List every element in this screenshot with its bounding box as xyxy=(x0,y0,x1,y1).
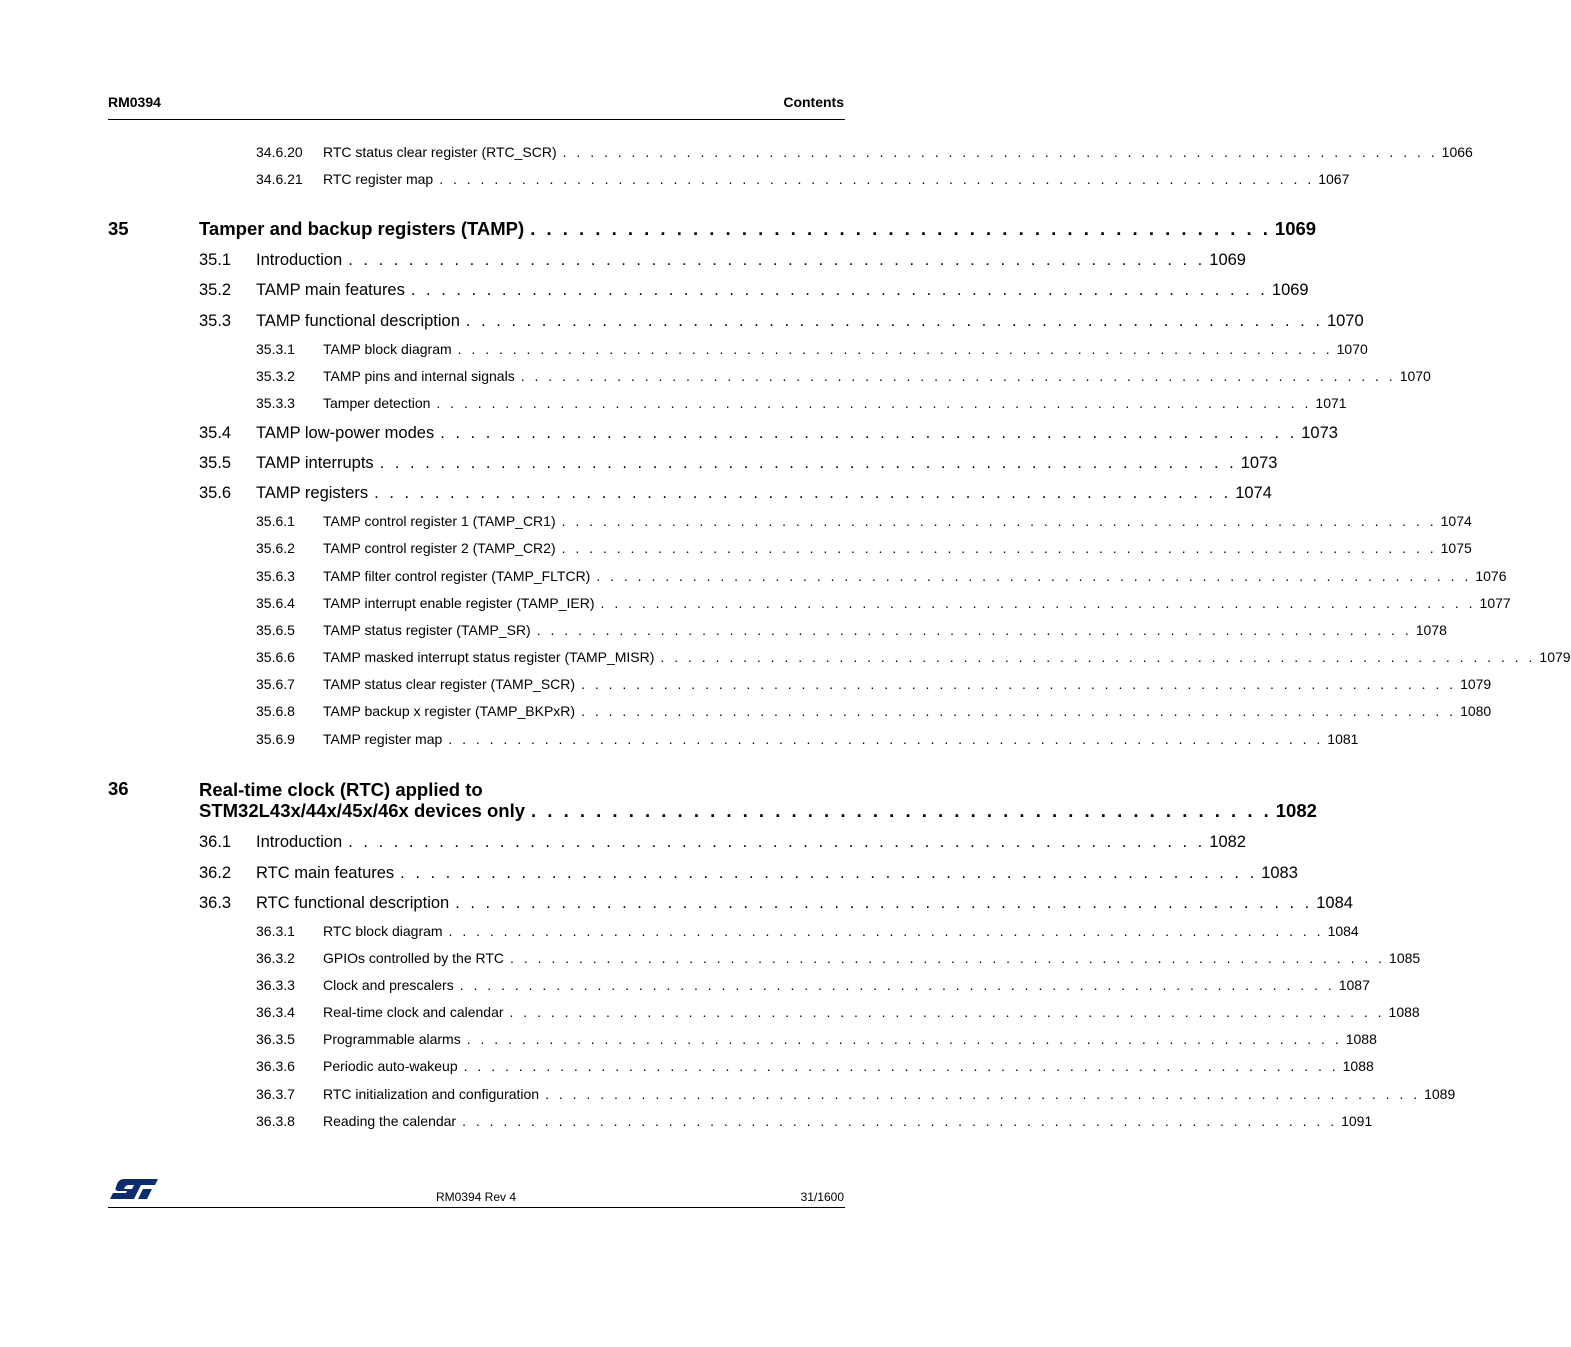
toc-entry-title: TAMP register map xyxy=(323,731,443,747)
toc-entry[interactable]: 35.6.6 TAMP masked interrupt status register (TAMP_MISR) . . . . . . . . . . . . . . . . . . . . . . . . . . . . . . . . . . . . . . . . . . . . . . . . . . . . . . . . . . . . . . . . 1079 xyxy=(256,649,1571,665)
toc-chapter-page: 1069 xyxy=(1274,218,1317,239)
toc-entry-title: TAMP filter control register (TAMP_FLTCR) xyxy=(323,568,591,584)
toc-entry-number: 35.6.5 xyxy=(256,622,295,638)
toc-entry-number: 36.3 xyxy=(199,894,232,912)
toc-entry-title: TAMP functional description xyxy=(256,312,460,330)
toc-entry[interactable]: 36.3.5 Programmable alarms . . . . . . . . . . . . . . . . . . . . . . . . . . . . . . . . . . . . . . . . . . . . . . . . . . . . . . . . . . . . . . . . 1088 xyxy=(256,1031,1377,1047)
toc-entry-number: 35.6 xyxy=(199,484,232,502)
toc-chapter[interactable]: 35 Tamper and backup registers (TAMP) . . . . . . . . . . . . . . . . . . . . . . . . . . . . . . . . . . . . . . . . . . . . . . 1069 xyxy=(108,218,1317,239)
toc-entry-number: 35.4 xyxy=(199,424,232,442)
toc-entry[interactable]: 35.6.5 TAMP status register (TAMP_SR) . . . . . . . . . . . . . . . . . . . . . . . . . . . . . . . . . . . . . . . . . . . . . . . . . . . . . . . . . . . . . . . . 1078 xyxy=(256,622,1447,638)
toc-entry[interactable]: 35.6.2 TAMP control register 2 (TAMP_CR2) . . . . . . . . . . . . . . . . . . . . . . . . . . . . . . . . . . . . . . . . . . . . . . . . . . . . . . . . . . . . . . . . 1075 xyxy=(256,540,1472,556)
toc-entry-page: 1080 xyxy=(1460,703,1492,719)
page-header-doc-id: RM0394 xyxy=(108,94,161,110)
toc-entry-page: 1079 xyxy=(1460,676,1492,692)
toc-entry-page: 1074 xyxy=(1235,484,1272,502)
toc-entry-title: Programmable alarms xyxy=(323,1031,461,1047)
toc-entry-title: Introduction xyxy=(256,833,343,851)
toc-entry-title: TAMP control register 1 (TAMP_CR1) xyxy=(323,513,556,529)
toc-chapter-number: 35 xyxy=(108,218,129,239)
toc-entry-number: 35.6.4 xyxy=(256,595,295,611)
toc-entry-page: 1066 xyxy=(1441,144,1473,160)
toc-entry-number: 34.6.21 xyxy=(256,171,303,187)
toc-entry-title: RTC register map xyxy=(323,171,434,187)
toc-entry[interactable]: 35.5 TAMP interrupts . . . . . . . . . . . . . . . . . . . . . . . . . . . . . . . . . . . . . . . . . . . . . . . . . . . . . . . . . 1073 xyxy=(199,454,1278,472)
toc-entry-page: 1088 xyxy=(1388,1004,1420,1020)
toc-entry[interactable]: 35.3.1 TAMP block diagram . . . . . . . . . . . . . . . . . . . . . . . . . . . . . . . . . . . . . . . . . . . . . . . . . . . . . . . . . . . . . . . . 1070 xyxy=(256,341,1368,357)
toc-entry-page: 1081 xyxy=(1327,731,1359,747)
toc-entry-title: TAMP interrupt enable register (TAMP_IER) xyxy=(323,595,595,611)
toc-entry[interactable]: 36.3.8 Reading the calendar . . . . . . . . . . . . . . . . . . . . . . . . . . . . . . . . . . . . . . . . . . . . . . . . . . . . . . . . . . . . . . . . 1091 xyxy=(256,1113,1373,1129)
toc-entry-number: 34.6.20 xyxy=(256,144,303,160)
toc-entry-title: RTC status clear register (RTC_SCR) xyxy=(323,144,557,160)
toc-entry-number: 36.2 xyxy=(199,864,232,882)
toc-entry-number: 35.5 xyxy=(199,454,232,472)
toc-chapter-number: 36 xyxy=(108,778,129,799)
toc-entry[interactable]: 36.1 Introduction . . . . . . . . . . . . . . . . . . . . . . . . . . . . . . . . . . . . . . . . . . . . . . . . . . . . . . . . . 1082 xyxy=(199,833,1246,851)
toc-entry-title: RTC functional description xyxy=(256,894,450,912)
toc-entry-number: 36.3.5 xyxy=(256,1031,295,1047)
toc-entry-page: 1078 xyxy=(1415,622,1447,638)
toc-entry[interactable]: 35.6.3 TAMP filter control register (TAMP_FLTCR) . . . . . . . . . . . . . . . . . . . . . . . . . . . . . . . . . . . . . . . . . . . . . . . . . . . . . . . . . . . . . . . . 1076 xyxy=(256,568,1507,584)
toc-entry[interactable]: 36.3.4 Real-time clock and calendar . . . . . . . . . . . . . . . . . . . . . . . . . . . . . . . . . . . . . . . . . . . . . . . . . . . . . . . . . . . . . . . . 1088 xyxy=(256,1004,1420,1020)
toc-entry-number: 35.6.8 xyxy=(256,703,295,719)
toc-entry-number: 35.6.2 xyxy=(256,540,295,556)
toc-entry-title: TAMP masked interrupt status register (TAMP_MISR) xyxy=(323,649,655,665)
toc-entry-page: 1073 xyxy=(1301,424,1338,442)
toc-entry-page: 1088 xyxy=(1342,1058,1374,1074)
toc-entry-number: 36.3.8 xyxy=(256,1113,295,1129)
toc-entry[interactable]: 35.6 TAMP registers . . . . . . . . . . . . . . . . . . . . . . . . . . . . . . . . . . . . . . . . . . . . . . . . . . . . . . . . . 1074 xyxy=(199,484,1272,502)
toc-entry-page: 1084 xyxy=(1316,894,1353,912)
toc-entry-title: TAMP interrupts xyxy=(256,454,374,472)
toc-entry-page: 1069 xyxy=(1209,251,1246,269)
toc-entry[interactable]: 35.3 TAMP functional description . . . . . . . . . . . . . . . . . . . . . . . . . . . . . . . . . . . . . . . . . . . . . . . . . . . . . . . . . 1070 xyxy=(199,312,1364,330)
toc-entry-title: TAMP pins and internal signals xyxy=(323,368,515,384)
toc-entry-number: 35.3 xyxy=(199,312,232,330)
toc-entry-number: 35.3.1 xyxy=(256,341,295,357)
toc-entry-page: 1091 xyxy=(1341,1113,1373,1129)
toc-entry-number: 36.3.2 xyxy=(256,950,295,966)
toc-entry-title: GPIOs controlled by the RTC xyxy=(323,950,505,966)
toc-entry-page: 1087 xyxy=(1338,977,1370,993)
toc-entry-number: 35.3.2 xyxy=(256,368,295,384)
toc-entry-page: 1077 xyxy=(1479,595,1511,611)
toc-entry-page: 1073 xyxy=(1240,454,1278,472)
toc-entry-number: 36.3.7 xyxy=(256,1086,295,1102)
toc-entry-title: RTC main features xyxy=(256,864,395,882)
toc-entry-title: TAMP main features xyxy=(256,281,405,299)
toc-entry-page: 1070 xyxy=(1326,312,1364,330)
toc-entry[interactable]: 36.3 RTC functional description . . . . . . . . . . . . . . . . . . . . . . . . . . . . . . . . . . . . . . . . . . . . . . . . . . . . . . . . . 1084 xyxy=(199,894,1353,912)
toc-entry-number: 35.6.7 xyxy=(256,676,295,692)
toc-entry[interactable]: 35.6.9 TAMP register map . . . . . . . . . . . . . . . . . . . . . . . . . . . . . . . . . . . . . . . . . . . . . . . . . . . . . . . . . . . . . . . . 1081 xyxy=(256,731,1359,747)
toc-entry-title: TAMP block diagram xyxy=(323,341,452,357)
toc-entry-number: 36.3.4 xyxy=(256,1004,295,1020)
toc-entry-number: 35.3.3 xyxy=(256,395,295,411)
toc-entry[interactable]: 36.3.3 Clock and prescalers . . . . . . . . . . . . . . . . . . . . . . . . . . . . . . . . . . . . . . . . . . . . . . . . . . . . . . . . . . . . . . . . 1087 xyxy=(256,977,1370,993)
toc-entry-title: TAMP status register (TAMP_SR) xyxy=(323,622,531,638)
toc-entry-number: 35.6.6 xyxy=(256,649,295,665)
toc-entry-title: Clock and prescalers xyxy=(323,977,454,993)
toc-entry[interactable]: 36.3.6 Periodic auto-wakeup . . . . . . . . . . . . . . . . . . . . . . . . . . . . . . . . . . . . . . . . . . . . . . . . . . . . . . . . . . . . . . . . 1088 xyxy=(256,1058,1374,1074)
toc-entry[interactable]: 35.2 TAMP main features . . . . . . . . . . . . . . . . . . . . . . . . . . . . . . . . . . . . . . . . . . . . . . . . . . . . . . . . . 1069 xyxy=(199,281,1309,299)
footer-rule xyxy=(108,1207,845,1208)
toc-entry[interactable]: 36.3.2 GPIOs controlled by the RTC . . . . . . . . . . . . . . . . . . . . . . . . . . . . . . . . . . . . . . . . . . . . . . . . . . . . . . . . . . . . . . . . 1085 xyxy=(256,950,1421,966)
toc-entry-title: Reading the calendar xyxy=(323,1113,457,1129)
toc-entry-title: Tamper detection xyxy=(323,395,431,411)
toc-entry-page: 1069 xyxy=(1271,281,1309,299)
toc-entry[interactable]: 35.3.3 Tamper detection . . . . . . . . . . . . . . . . . . . . . . . . . . . . . . . . . . . . . . . . . . . . . . . . . . . . . . . . . . . . . . . . 1071 xyxy=(256,395,1347,411)
toc-entry[interactable]: 35.4 TAMP low-power modes . . . . . . . . . . . . . . . . . . . . . . . . . . . . . . . . . . . . . . . . . . . . . . . . . . . . . . . . . 1073 xyxy=(199,424,1338,442)
toc-entry[interactable]: 35.1 Introduction . . . . . . . . . . . . . . . . . . . . . . . . . . . . . . . . . . . . . . . . . . . . . . . . . . . . . . . . . 1069 xyxy=(199,251,1246,269)
toc-entry-title: Introduction xyxy=(256,251,343,269)
footer-page-number: 31/1600 xyxy=(800,1190,844,1204)
toc-entry[interactable]: 35.6.7 TAMP status clear register (TAMP_SCR) . . . . . . . . . . . . . . . . . . . . . . . . . . . . . . . . . . . . . . . . . . . . . . . . . . . . . . . . . . . . . . . . 1079 xyxy=(256,676,1492,692)
toc-entry-page: 1088 xyxy=(1345,1031,1377,1047)
toc-entry-page: 1076 xyxy=(1475,568,1507,584)
toc-entry[interactable]: 36.2 RTC main features . . . . . . . . . . . . . . . . . . . . . . . . . . . . . . . . . . . . . . . . . . . . . . . . . . . . . . . . . 1083 xyxy=(199,864,1298,882)
toc-chapter[interactable]: STM32L43x/44x/45x/46x devices only . . . . . . . . . . . . . . . . . . . . . . . . . . . . . . . . . . . . . . . . . . . . . . 1082 xyxy=(199,800,1317,821)
toc-entry-page: 1083 xyxy=(1261,864,1298,882)
toc-entry-title: Periodic auto-wakeup xyxy=(323,1058,458,1074)
toc-entry-page: 1070 xyxy=(1399,368,1431,384)
page-header-section: Contents xyxy=(783,94,844,110)
toc-entry[interactable]: 34.6.21 RTC register map . . . . . . . . . . . . . . . . . . . . . . . . . . . . . . . . . . . . . . . . . . . . . . . . . . . . . . . . . . . . . . . . 1067 xyxy=(256,171,1350,187)
toc-entry-number: 35.6.1 xyxy=(256,513,295,529)
toc-entry-number: 35.6.9 xyxy=(256,731,295,747)
footer-doc-revision: RM0394 Rev 4 xyxy=(435,1190,517,1204)
toc-entry-number: 35.1 xyxy=(199,251,232,269)
toc-entry[interactable]: 35.6.1 TAMP control register 1 (TAMP_CR1) . . . . . . . . . . . . . . . . . . . . . . . . . . . . . . . . . . . . . . . . . . . . . . . . . . . . . . . . . . . . . . . . 1074 xyxy=(256,513,1472,529)
toc-entry-page: 1074 xyxy=(1440,513,1472,529)
toc-entry-title: RTC block diagram xyxy=(323,923,443,939)
toc-entry[interactable]: 36.3.7 RTC initialization and configuration . . . . . . . . . . . . . . . . . . . . . . . . . . . . . . . . . . . . . . . . . . . . . . . . . . . . . . . . . . . . . . . . 1089 xyxy=(256,1086,1456,1102)
toc-entry-page: 1067 xyxy=(1318,171,1350,187)
toc-entry-number: 35.6.3 xyxy=(256,568,295,584)
toc-entry-number: 36.3.6 xyxy=(256,1058,295,1074)
toc-entry[interactable]: 35.6.8 TAMP backup x register (TAMP_BKPxR) . . . . . . . . . . . . . . . . . . . . . . . . . . . . . . . . . . . . . . . . . . . . . . . . . . . . . . . . . . . . . . . . 1080 xyxy=(256,703,1492,719)
toc-entry[interactable]: 35.6.4 TAMP interrupt enable register (TAMP_IER) . . . . . . . . . . . . . . . . . . . . . . . . . . . . . . . . . . . . . . . . . . . . . . . . . . . . . . . . . . . . . . . . 1077 xyxy=(256,595,1511,611)
toc-chapter-title: Tamper and backup registers (TAMP) xyxy=(199,218,525,239)
toc-entry-page: 1085 xyxy=(1389,950,1421,966)
toc-entry-number: 36.3.1 xyxy=(256,923,295,939)
toc-entry-page: 1079 xyxy=(1539,649,1571,665)
toc-entry-number: 36.1 xyxy=(199,833,232,851)
toc-entry-title: Real-time clock and calendar xyxy=(323,1004,504,1020)
toc-entry-title: TAMP status clear register (TAMP_SCR) xyxy=(323,676,576,692)
toc-entry-page: 1075 xyxy=(1440,540,1472,556)
header-rule xyxy=(108,119,845,120)
toc-entry-number: 35.2 xyxy=(199,281,232,299)
toc-entry-title: TAMP control register 2 (TAMP_CR2) xyxy=(323,540,556,556)
toc-entry-page: 1071 xyxy=(1315,395,1347,411)
toc-entry-number: 36.3.3 xyxy=(256,977,295,993)
toc-entry[interactable]: 36.3.1 RTC block diagram . . . . . . . . . . . . . . . . . . . . . . . . . . . . . . . . . . . . . . . . . . . . . . . . . . . . . . . . . . . . . . . . 1084 xyxy=(256,923,1359,939)
toc-chapter-title-line2: STM32L43x/44x/45x/46x devices only xyxy=(199,800,526,821)
toc-entry[interactable]: 34.6.20 RTC status clear register (RTC_SCR) . . . . . . . . . . . . . . . . . . . . . . . . . . . . . . . . . . . . . . . . . . . . . . . . . . . . . . . . . . . . . . . . 1066 xyxy=(256,144,1473,160)
toc-entry-title: TAMP low-power modes xyxy=(256,424,435,442)
toc-entry[interactable]: 35.3.2 TAMP pins and internal signals . . . . . . . . . . . . . . . . . . . . . . . . . . . . . . . . . . . . . . . . . . . . . . . . . . . . . . . . . . . . . . . . 1070 xyxy=(256,368,1431,384)
toc-entry-page: 1082 xyxy=(1209,833,1246,851)
toc-entry-page: 1084 xyxy=(1327,923,1359,939)
toc-chapter-page: 1082 xyxy=(1275,800,1317,821)
toc-chapter-title-line1[interactable]: Real-time clock (RTC) applied to xyxy=(199,779,483,800)
toc-entry-page: 1089 xyxy=(1424,1086,1456,1102)
toc-entry-page: 1070 xyxy=(1336,341,1368,357)
toc-entry-title: TAMP registers xyxy=(256,484,369,502)
toc-entry-title: TAMP backup x register (TAMP_BKPxR) xyxy=(323,703,576,719)
toc-entry-title: RTC initialization and configuration xyxy=(323,1086,540,1102)
